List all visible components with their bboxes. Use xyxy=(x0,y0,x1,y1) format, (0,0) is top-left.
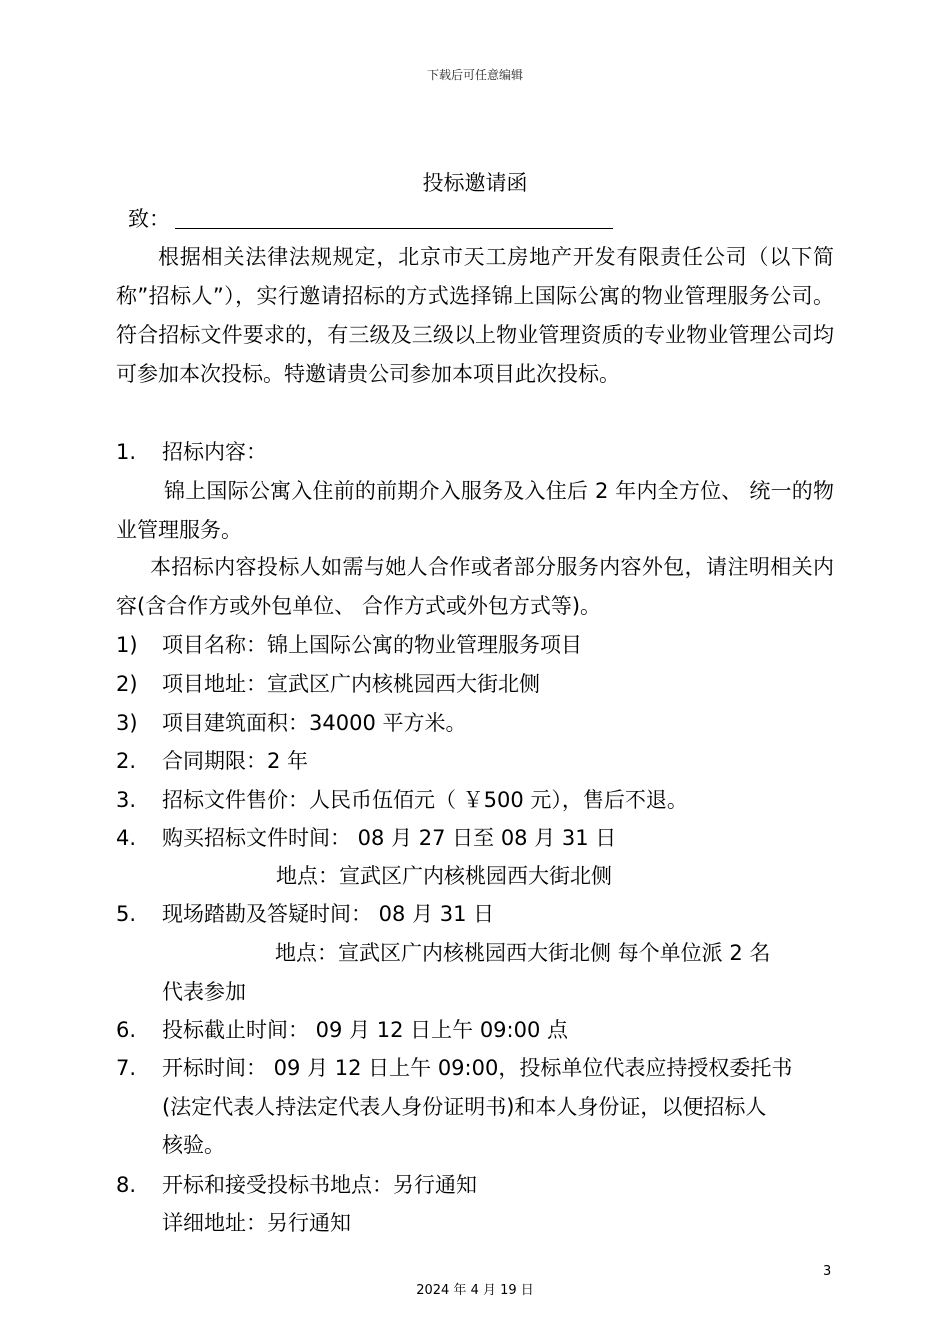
to-label: 致： xyxy=(128,207,170,231)
item-number: 3. xyxy=(116,788,137,812)
item-text: 开标和接受投标书地点：另行通知 xyxy=(162,1173,477,1197)
item-text: 合同期限：2 年 xyxy=(162,749,309,773)
sub-item-number: 1) xyxy=(116,633,138,657)
item-text: 核验。 xyxy=(162,1133,225,1157)
item-number: 7. xyxy=(116,1056,137,1080)
page-number: 3 xyxy=(823,1264,832,1279)
sub-item-number: 3) xyxy=(116,711,138,735)
sub-item-text: 项目名称：锦上国际公寓的物业管理服务项目 xyxy=(162,633,582,657)
item-text: 详细地址：另行通知 xyxy=(162,1211,351,1235)
item-number: 4. xyxy=(116,826,137,850)
footer-date: 2024 年 4 月 19 日 xyxy=(416,1283,534,1298)
item-text: 招标内容： xyxy=(162,440,267,464)
item-text: 代表参加 xyxy=(162,980,246,1004)
sub-item-text: 项目地址：宣武区广内核桃园西大街北侧 xyxy=(162,672,540,696)
item-text: 购买招标文件时间： 08 月 27 日至 08 月 31 日 xyxy=(162,826,617,850)
item-number: 8. xyxy=(116,1173,137,1197)
item-number: 2. xyxy=(116,749,137,773)
sub-item-number: 2) xyxy=(116,672,138,696)
item-text: 地点：宣武区广内核桃园西大街北侧 xyxy=(276,864,612,888)
item-text: 现场踏勘及答疑时间： 08 月 31 日 xyxy=(162,902,495,926)
item-text: 招标文件售价：人民币伍佰元（ ￥500 元），售后不退。 xyxy=(162,788,688,812)
sub-item-text: 项目建筑面积：34000 平方米。 xyxy=(162,711,467,735)
item-text: 开标时间： 09 月 12 日上午 09:00，投标单位代表应持授权委托书 xyxy=(162,1056,793,1080)
item-text: 投标截止时间： 09 月 12 日上午 09:00 点 xyxy=(162,1018,569,1042)
intro-paragraph: 根据相关法律法规规定，北京市天工房地产开发有限责任公司（以下简称”招标人”），实行邀请招标的方式选择锦上国际公寓的物业管理服务公司。符合招标文件要求的，有三级及三级以上物业管理资质的专业物业管理公司均可参加本次投标。特邀请贵公司参加本项目此次投标。 xyxy=(116,245,834,386)
content-paragraph: 本招标内容投标人如需与她人合作或者部分服务内容外包，请注明相关内容(含合作方或外包单位、 合作方式或外包方式等)。 xyxy=(116,555,834,618)
item-number: 6. xyxy=(116,1018,137,1042)
item-text: 地点：宣武区广内核桃园西大街北侧 每个单位派 2 名 xyxy=(275,941,771,965)
item-number: 5. xyxy=(116,902,137,926)
item-text: (法定代表人持法定代表人身份证明书)和本人身份证，以便招标人 xyxy=(162,1095,767,1119)
document-title: 投标邀请函 xyxy=(422,171,528,195)
content-paragraph: 锦上国际公寓入住前的前期介入服务及入住后 2 年内全方位、 统一的物业管理服务。 xyxy=(116,479,834,542)
recipient-blank-line xyxy=(175,228,613,229)
item-number: 1. xyxy=(116,440,137,464)
header-note: 下载后可任意编辑 xyxy=(426,68,523,82)
